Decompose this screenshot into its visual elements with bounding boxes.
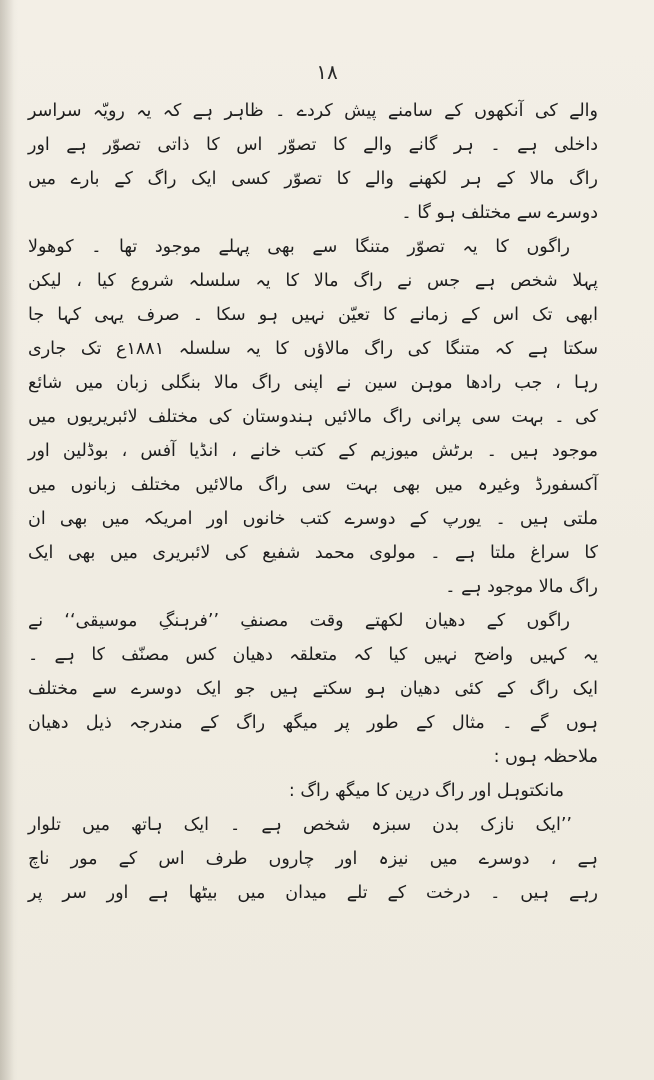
text-line: رہے ہیں ۔ درخت کے تلے میدان میں بیٹھا ہے اور سر پر [28,883,598,903]
text-line: راگوں کا یہ تصوّر متنگا سے بھی پہلے موجود تھا ۔ کوھولا [28,237,570,257]
text-line: راگ مالا کے ہر لکھنے والے کا تصوّر کسی ایک راگ کے بارے میں [28,169,598,189]
page-binding-shadow [0,0,14,1080]
text-line: ہے ، دوسرے میں نیزہ اور چاروں طرف اس کے مور ناچ [28,849,598,869]
quote-paragraph [28,808,598,910]
text-line: راگ مالا موجود ہے ۔ [445,577,598,597]
page-body [28,94,598,910]
text-line: ہوں گے ۔ مثال کے طور پر میگھ راگ کے مندرجہ ذیل دھیان [28,713,598,733]
text-line: موجود ہیں ۔ برٹش میوزیم کے کتب خانے ، انڈیا آفس ، بوڈلین اور [28,441,598,461]
section-subheading: مانکتوہل اور راگ درپن کا میگھ راگ : [288,781,564,801]
text-line: ملتی ہیں ۔ یورپ کے دوسرے کتب خانوں اور امریکہ میں بھی ان [28,509,598,529]
paragraph-2 [28,230,598,604]
text-line: آکسفورڈ وغیرہ میں بھی بہت سی راگ مالائیں مختلف زبانوں میں [28,475,598,495]
page-number: ۱۸ [316,60,338,84]
text-line: کی ۔ بہت سی پرانی راگ مالائیں ہندوستان کی مختلف لائبریریوں میں [28,407,598,427]
text-line: سکتا ہے کہ متنگا کی راگ مالاؤں کا یہ سلسلہ ۱۸۸۱ع تک جاری [28,339,598,359]
text-line: ایک راگ کے کئی دھیان ہو سکتے ہیں جو ایک دوسرے سے مختلف [28,679,598,699]
text-line: راگوں کے دھیان لکھتے وقت مصنفِ ’’فرہنگِ موسیقی‘‘ نے [28,611,570,631]
text-line: دوسرے سے مختلف ہو گا ۔ [401,203,598,223]
paragraph-1 [28,94,598,230]
text-line: رہا ، جب رادھا موہن سین نے اپنی راگ مالا بنگلی زبان میں شائع [28,373,598,393]
text-line: پہلا شخص ہے جس نے راگ مالا کا یہ سلسلہ شروع کیا ، لیکن [28,271,598,291]
text-line: ابھی تک اس کے زمانے کا تعیّن نہیں ہو سکا ۔ صرف یہی کہا جا [28,305,598,325]
paragraph-3 [28,604,598,774]
text-line: والے کی آنکھوں کے سامنے پیش کردے ۔ ظاہر ہے کہ یہ رویّہ سراسر [28,101,598,121]
text-line: ملاحظہ ہوں : [493,747,598,767]
text-line: داخلی ہے ۔ ہر گانے والے کا تصوّر اس کا ذاتی تصوّر ہے اور [28,135,598,155]
text-line: کا سراغ ملتا ہے ۔ مولوی محمد شفیع کی لائبریری میں بھی ایک [28,543,598,563]
text-line: یہ کہیں واضح نہیں کیا کہ متعلقہ دھیان کس مصنّف کا ہے ۔ [28,645,598,665]
text-line: ’’ایک نازک بدن سبزہ شخص ہے ۔ ایک ہاتھ میں تلوار [28,815,572,835]
